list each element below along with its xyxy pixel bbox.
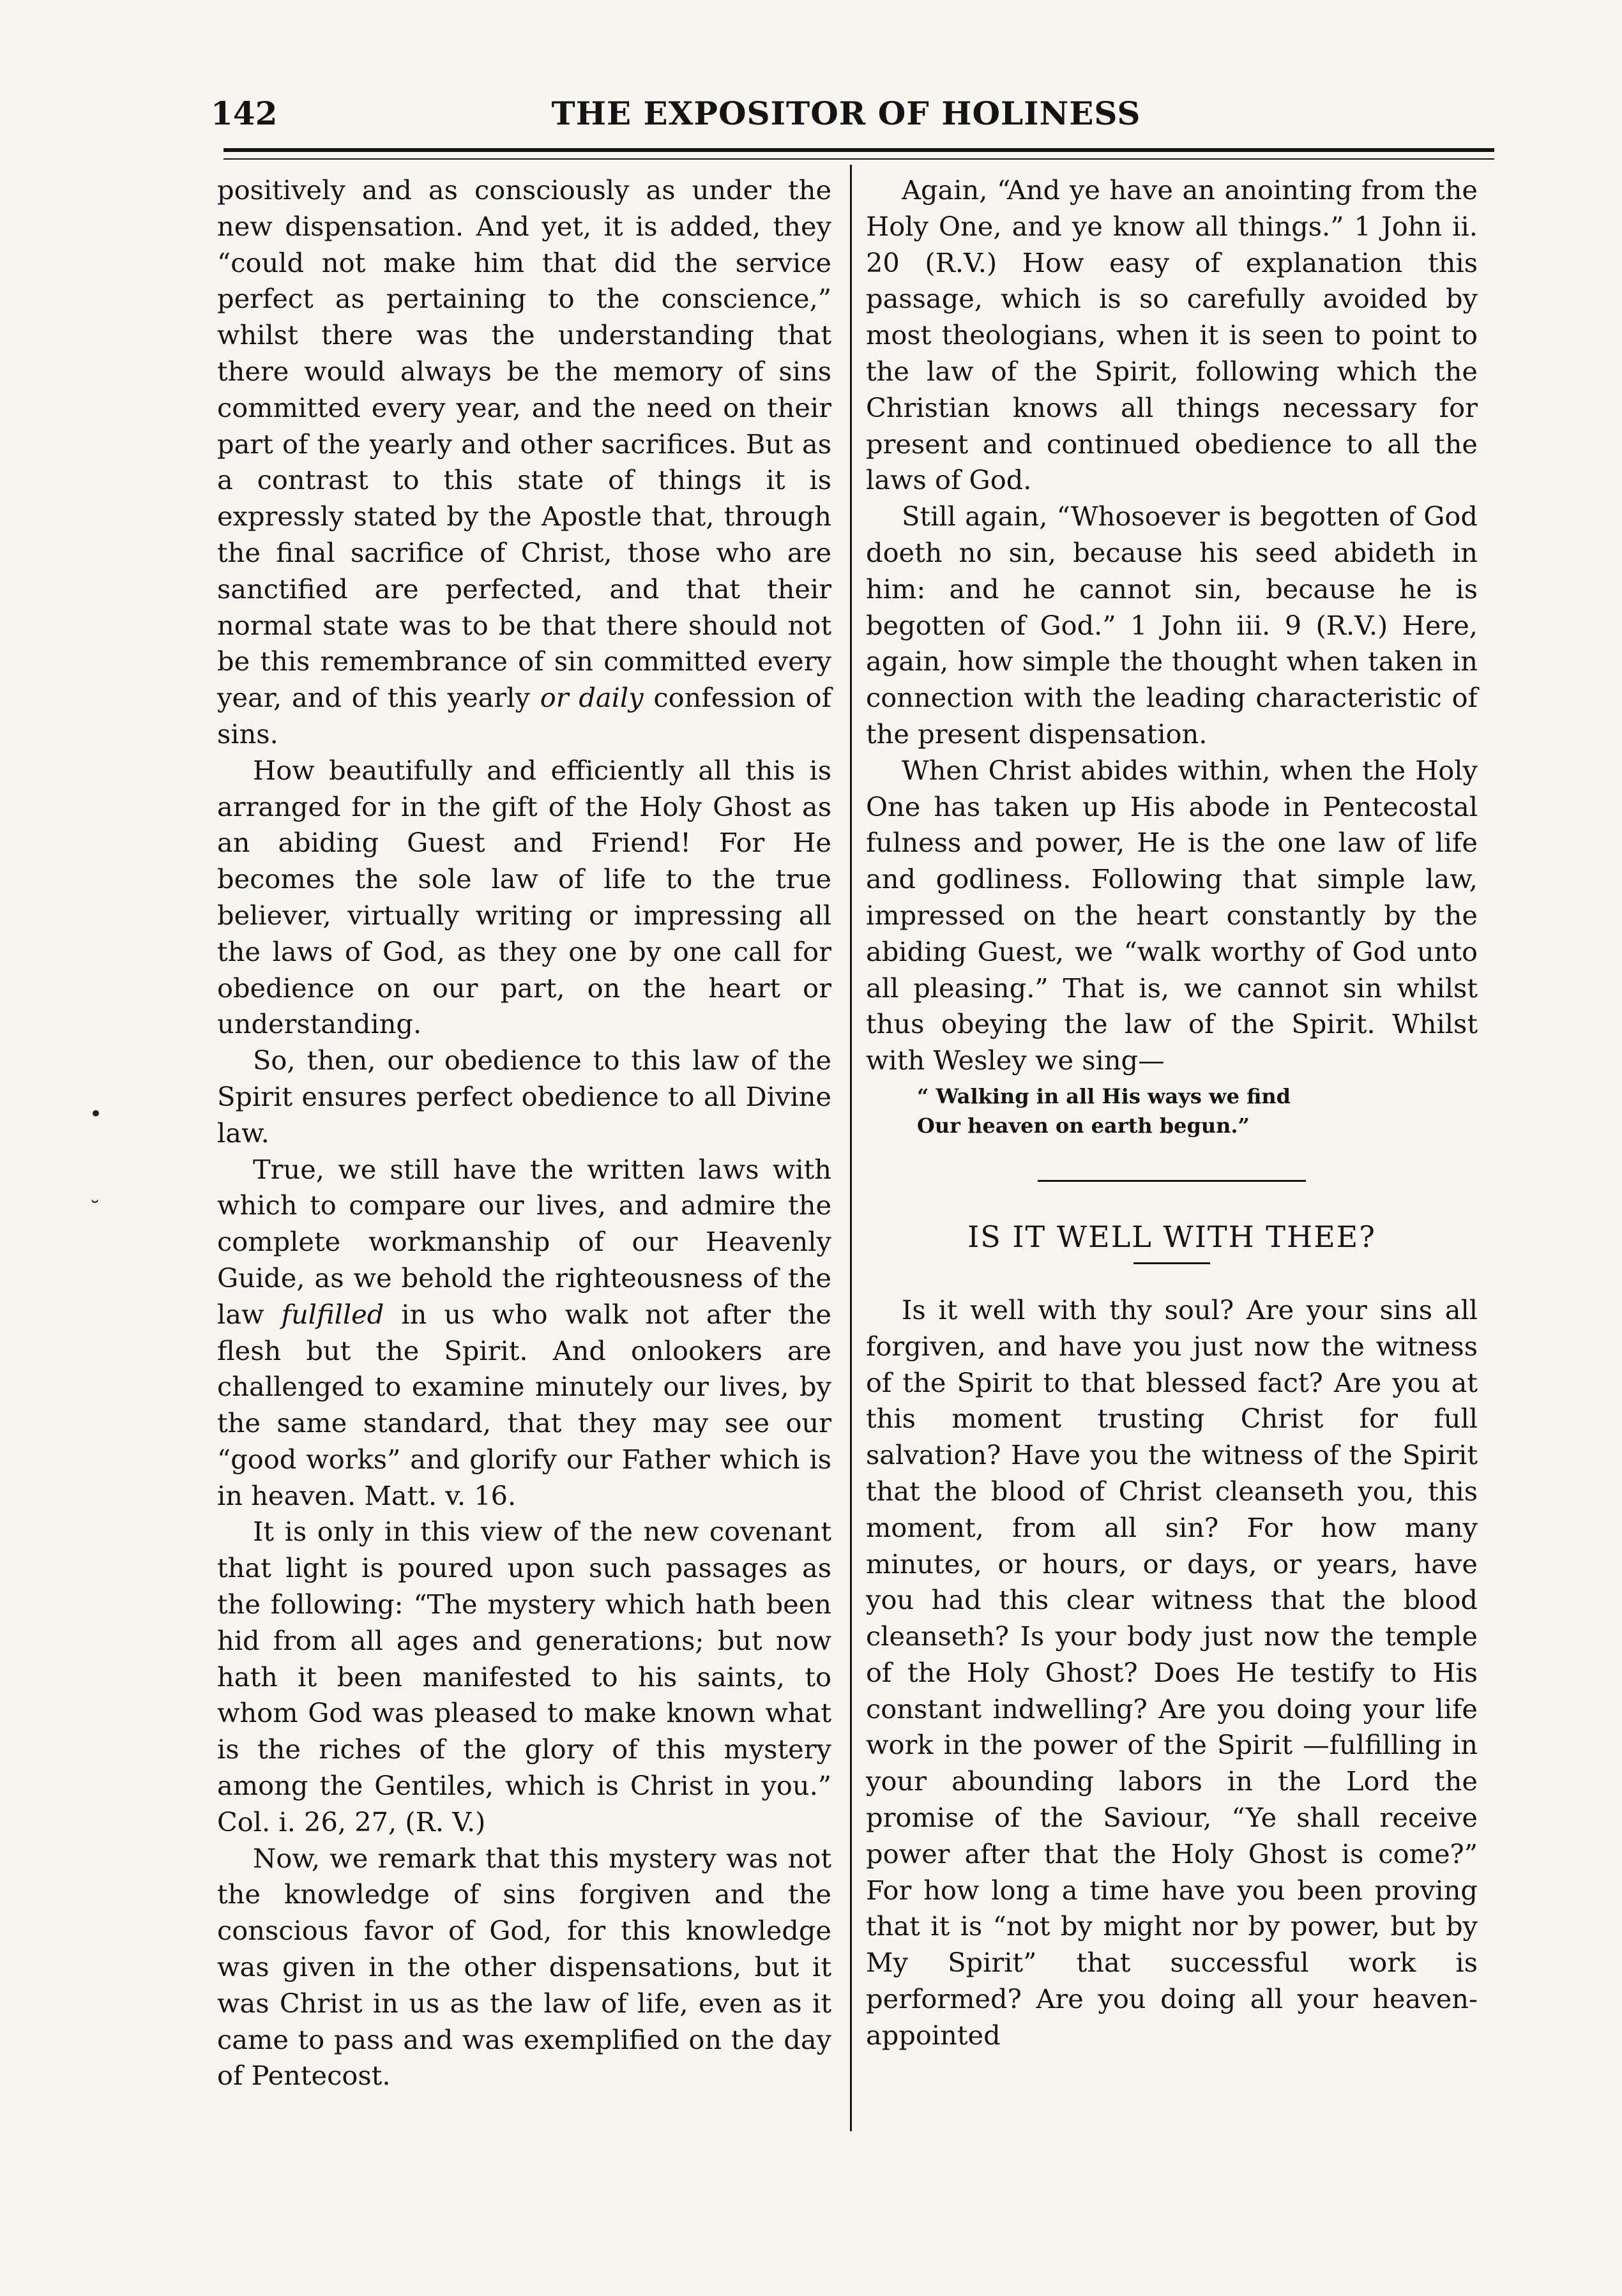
margin-dot: • xyxy=(89,1101,103,1127)
title-underline xyxy=(1133,1262,1210,1264)
italic-word: fulfilled xyxy=(281,1298,384,1330)
section-divider xyxy=(1038,1180,1306,1182)
paragraph: How beautifully and efficiently all this is arranged for in the gift of the Holy Ghost as an abiding Guest and Friend! For He becomes the sole law of life to the true believer, virtually writing or impressing all the laws of God, as they one by one call for obedience on our part, on the heart or understanding. xyxy=(217,754,831,1040)
paragraph: Now, we remark that this mystery was not the knowledge of sins forgiven and the conscious favor of God, for this knowledge was given in the other dispensations, but it was Christ in us as the law of life, even as it came to pass and was exemplified on the day of Pentecost. xyxy=(217,1842,831,2092)
column-divider xyxy=(850,165,852,2131)
page-number: 142 xyxy=(211,94,278,132)
paragraph xyxy=(217,172,831,753)
paragraph-text: confession of sins. xyxy=(217,682,831,750)
section-title: IS IT WELL WITH THEE? xyxy=(967,1219,1376,1254)
header-rule-light xyxy=(224,158,1494,160)
left-column xyxy=(217,172,831,2094)
margin-tick: ˘ xyxy=(89,1197,100,1223)
paragraph: When Christ abides within, when the Holy One has taken up His abode in Pentecostal fulness and power, He is the one law of life and godliness. Following that simple law, impressed on the heart constantly by the abiding Guest, we “walk worthy of God unto all pleasing.” That is, we cannot sin whilst thus obeying the law of the Spirit. Whilst with Wesley we sing— xyxy=(866,754,1478,1076)
paragraph: So, then, our obedience to this law of the Spirit ensures perfect obedience to all Divine law. xyxy=(217,1045,831,1149)
paragraph-text: True, we still have the written laws with which to compare our lives, and admire the complete workmanship of our Heavenly Guide, as we behold the righteousness of the law xyxy=(217,1153,831,1330)
paragraph: It is only in this view of the new covenant that light is poured upon such passages as the following: “The mystery which hath been hid from all ages and generations; but now hath it been manifested to his saints, to whom God was pleased to make known what is the riches of the glory of this mystery among the Gentiles, which is Christ in you.” Col. i. 26, 27, (R. V.) xyxy=(217,1516,831,1838)
header-rule-heavy xyxy=(224,148,1494,152)
paragraph-text: in us who walk not after the flesh but the Spirit. And onlookers are challenged to examine minutely our lives, by the same standard, that they may see our “good works” and glorify our Father which is in heaven. Matt. v. 16. xyxy=(217,1298,831,1511)
paragraph: Is it well with thy soul? Are your sins all forgiven, and have you just now the witness of the Spirit to that blessed fact? Are you at this moment trusting Christ for full salvation? Have you the witness of the Spirit that the blood of Christ cleanseth you, this moment, from all sin? For how many minutes, or hours, or days, or years, have you had this clear witness that the blood cleanseth? Is your body just now the temple of the Holy Ghost? Does He testify to His constant indwelling? Are you doing your life work in the power of the Spirit —fulfilling in your abounding labors in the Lord the promise of the Saviour, “Ye shall receive power after that the Holy Ghost is come?” For how long a time have you been proving that it is “not by might nor by power, but by My Spirit” that successful work is performed? Are you doing all your heaven-appointed xyxy=(866,1294,1478,2051)
running-title: THE EXPOSITOR OF HOLINESS xyxy=(551,94,1141,132)
hymn-quote: “ Walking in all His ways we find Our heaven on earth begun.” xyxy=(917,1084,1291,1138)
paragraph: Again, “And ye have an anointing from the Holy One, and ye know all things.” 1 John ii. 20 (R.V.) How easy of explanation this passage, which is so carefully avoided by most theologians, when it is seen to point to the law of the Spirit, following which the Christian knows all things necessary for present and continued obedience to all the laws of God. xyxy=(866,174,1478,496)
paragraph: Still again, “Whosoever is begotten of God doeth no sin, because his seed abideth in him: and he cannot sin, because he is begotten of God.” 1 John iii. 9 (R.V.) Here, again, how simple the thought when taken in connection with the leading characteristic of the present dispensation. xyxy=(866,501,1478,750)
page-header xyxy=(211,94,1482,146)
paragraph xyxy=(217,1152,831,1514)
italic-phrase: or daily xyxy=(540,682,644,714)
right-column xyxy=(866,172,1478,2054)
paragraph-text: positively and as consciously as under the new dispensation. And yet, it is added, they “could not make him that did the service perfect as pertaining to the conscience,” whilst there was the understanding that there would always be the memory of sins committed every year, and the need on their part of the yearly and other sacrifices. But as a contrast to this state of things it is expressly stated by the Apostle that, through the final sacrifice of Christ, those who are sanctified are perfected, and that their normal state was to be that there should not be this remembrance of sin committed every year, and of this yearly xyxy=(217,174,831,714)
